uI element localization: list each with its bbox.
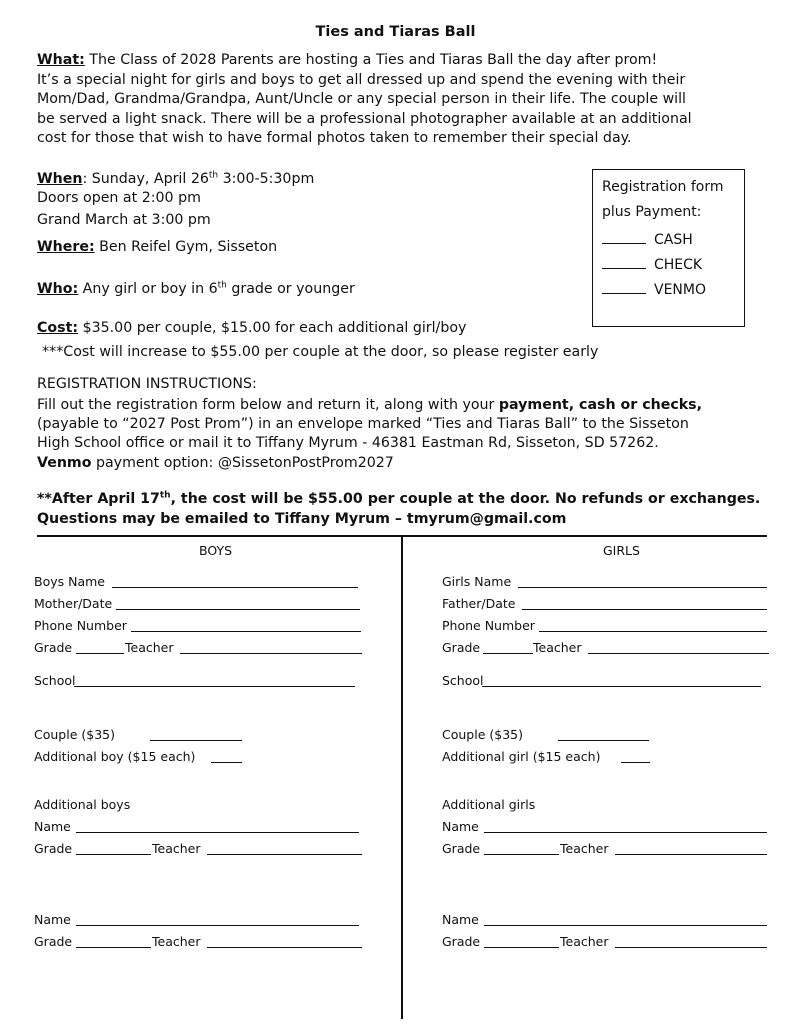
additional-boy-2-teacher-field[interactable] xyxy=(207,947,362,948)
additional-boy-2-name-label: Name xyxy=(34,912,71,927)
cost-note: ***Cost will increase to $55.00 per couple at the door, so please register early xyxy=(42,344,599,360)
additional-boy-1-grade-field[interactable] xyxy=(76,854,151,855)
boys-mother-field[interactable] xyxy=(116,609,360,610)
after-note-post: , the cost will be $55.00 per couple at the door. No refunds or exchanges. xyxy=(170,491,761,507)
after-note-line-1 xyxy=(37,490,760,510)
check-blank[interactable] xyxy=(602,255,646,269)
payment-option-venmo[interactable] xyxy=(602,280,706,298)
instructions-line-3: High School office or mail it to Tiffany Myrum - 46381 Eastman Rd, Sisseton, SD 57262. xyxy=(37,435,659,451)
payment-box-subtitle: plus Payment: xyxy=(602,204,702,220)
boys-additional-fee-field[interactable] xyxy=(211,762,242,763)
what-line-4: be served a light snack. There will be a professional photographer available at an additional xyxy=(37,111,692,127)
what-line-3: Mom/Dad, Grandma/Grandpa, Aunt/Uncle or any special person in their life. The couple will xyxy=(37,91,686,107)
cash-label: CASH xyxy=(654,232,693,248)
boys-phone-label: Phone Number xyxy=(34,618,127,633)
girls-teacher-field[interactable] xyxy=(588,653,769,654)
where-label: Where: xyxy=(37,239,95,255)
venmo-blank[interactable] xyxy=(602,280,646,294)
girls-additional-fee-field[interactable] xyxy=(621,762,650,763)
who-line xyxy=(37,280,355,300)
boys-mother-label: Mother/Date xyxy=(34,596,113,611)
additional-boy-2-grade-label: Grade xyxy=(34,934,73,949)
additional-boy-1-teacher-label: Teacher xyxy=(152,841,201,856)
additional-girl-1-name-field[interactable] xyxy=(484,832,767,833)
additional-girl-2-teacher-field[interactable] xyxy=(615,947,767,948)
venmo-word: Venmo xyxy=(37,455,92,471)
additional-girl-2-grade-field[interactable] xyxy=(484,947,559,948)
additional-girl-1-teacher-label: Teacher xyxy=(560,841,609,856)
instructions-line-1 xyxy=(37,396,702,416)
girls-father-field[interactable] xyxy=(522,609,767,610)
what-label: What: xyxy=(37,52,85,68)
cost-line xyxy=(37,319,466,339)
additional-girl-1-grade-field[interactable] xyxy=(484,854,559,855)
boys-grade-label: Grade xyxy=(34,640,73,655)
boys-teacher-field[interactable] xyxy=(180,653,362,654)
additional-girl-2-teacher-label: Teacher xyxy=(560,934,609,949)
boys-school-field[interactable] xyxy=(74,686,355,687)
additional-boy-2-name-field[interactable] xyxy=(76,925,359,926)
boys-name-field[interactable] xyxy=(112,587,358,588)
boys-phone-field[interactable] xyxy=(131,631,361,632)
additional-girl-1-name-label: Name xyxy=(442,819,479,834)
check-label: CHECK xyxy=(654,257,703,273)
instructions-payment: payment, cash or checks, xyxy=(498,397,703,413)
instructions-line-4 xyxy=(37,454,394,474)
cash-blank[interactable] xyxy=(602,230,646,244)
additional-girl-2-name-field[interactable] xyxy=(484,925,767,926)
cost-label: Cost: xyxy=(37,320,79,336)
girls-additional-fee-label: Additional girl ($15 each) xyxy=(442,749,601,764)
cost-text: $35.00 per couple, $15.00 for each additional girl/boy xyxy=(78,320,467,336)
what-line-5: cost for those that wish to have formal photos taken to remember their special day. xyxy=(37,130,632,146)
girls-grade-label: Grade xyxy=(442,640,481,655)
additional-girls-heading: Additional girls xyxy=(442,797,536,812)
boys-couple-field[interactable] xyxy=(150,740,242,741)
girls-phone-field[interactable] xyxy=(539,631,767,632)
girls-school-field[interactable] xyxy=(482,686,761,687)
after-note-pre: **After April 17 xyxy=(37,491,160,507)
additional-boy-2-teacher-label: Teacher xyxy=(152,934,201,949)
girls-teacher-label: Teacher xyxy=(533,640,582,655)
additional-girl-1-teacher-field[interactable] xyxy=(615,854,767,855)
after-note-sup: th xyxy=(159,490,171,501)
girls-school-label: School xyxy=(442,673,484,688)
boys-school-label: School xyxy=(34,673,76,688)
who-label: Who: xyxy=(37,281,79,297)
payment-box xyxy=(592,169,745,327)
page-title: Ties and Tiaras Ball xyxy=(315,24,476,40)
additional-boys-heading: Additional boys xyxy=(34,797,131,812)
instructions-text-1: Fill out the registration form below and return it, along with your xyxy=(37,397,499,413)
when-label: When xyxy=(37,171,83,187)
instructions-line-2: (payable to “2027 Post Prom”) in an envelope marked “Ties and Tiaras Ball” to the Sisseton xyxy=(37,416,689,432)
venmo-handle: payment option: @SissetonPostProm2027 xyxy=(91,455,394,471)
payment-option-check[interactable] xyxy=(602,255,702,273)
girls-father-label: Father/Date xyxy=(442,596,516,611)
additional-boy-1-grade-label: Grade xyxy=(34,841,73,856)
additional-girl-2-grade-label: Grade xyxy=(442,934,481,949)
payment-option-cash[interactable] xyxy=(602,230,693,248)
girls-couple-field[interactable] xyxy=(558,740,649,741)
additional-boy-1-name-field[interactable] xyxy=(76,832,359,833)
instructions-heading: REGISTRATION INSTRUCTIONS: xyxy=(37,376,257,392)
boys-teacher-label: Teacher xyxy=(125,640,174,655)
additional-boy-1-name-label: Name xyxy=(34,819,71,834)
who-sup: th xyxy=(217,280,227,291)
form-center-divider xyxy=(401,537,403,1019)
girls-grade-field[interactable] xyxy=(483,653,533,654)
doors-open: Doors open at 2:00 pm xyxy=(37,190,201,206)
boys-additional-fee-label: Additional boy ($15 each) xyxy=(34,749,196,764)
where-line xyxy=(37,238,277,258)
contact-line: Questions may be emailed to Tiffany Myrum – tmyrum@gmail.com xyxy=(37,511,567,527)
who-text: Any girl or boy in 6 xyxy=(78,281,218,297)
boys-name-label: Boys Name xyxy=(34,574,105,589)
what-text-1: The Class of 2028 Parents are hosting a Ties and Tiaras Ball the day after prom! xyxy=(84,52,658,68)
boys-couple-label: Couple ($35) xyxy=(34,727,115,742)
girls-couple-label: Couple ($35) xyxy=(442,727,523,742)
additional-girl-1-grade-label: Grade xyxy=(442,841,481,856)
when-time: 3:00-5:30pm xyxy=(218,171,315,187)
boys-grade-field[interactable] xyxy=(76,653,124,654)
girls-name-label: Girls Name xyxy=(442,574,512,589)
payment-box-title: Registration form xyxy=(602,179,724,195)
additional-girl-2-name-label: Name xyxy=(442,912,479,927)
when-line xyxy=(37,170,314,190)
when-date: : Sunday, April 26 xyxy=(82,171,209,187)
what-line-2: It’s a special night for girls and boys to get all dressed up and spend the evening with their xyxy=(37,72,686,88)
when-sup: th xyxy=(208,170,219,181)
girls-name-field[interactable] xyxy=(518,587,767,588)
who-text-end: grade or younger xyxy=(226,281,355,297)
venmo-label: VENMO xyxy=(654,282,706,298)
additional-boy-2-grade-field[interactable] xyxy=(76,947,151,948)
additional-boy-1-teacher-field[interactable] xyxy=(207,854,362,855)
boys-header: BOYS xyxy=(199,543,233,558)
where-text: Ben Reifel Gym, Sisseton xyxy=(94,239,278,255)
girls-header: GIRLS xyxy=(603,543,640,558)
what-line-1 xyxy=(37,51,657,71)
grand-march: Grand March at 3:00 pm xyxy=(37,212,211,228)
girls-phone-label: Phone Number xyxy=(442,618,535,633)
